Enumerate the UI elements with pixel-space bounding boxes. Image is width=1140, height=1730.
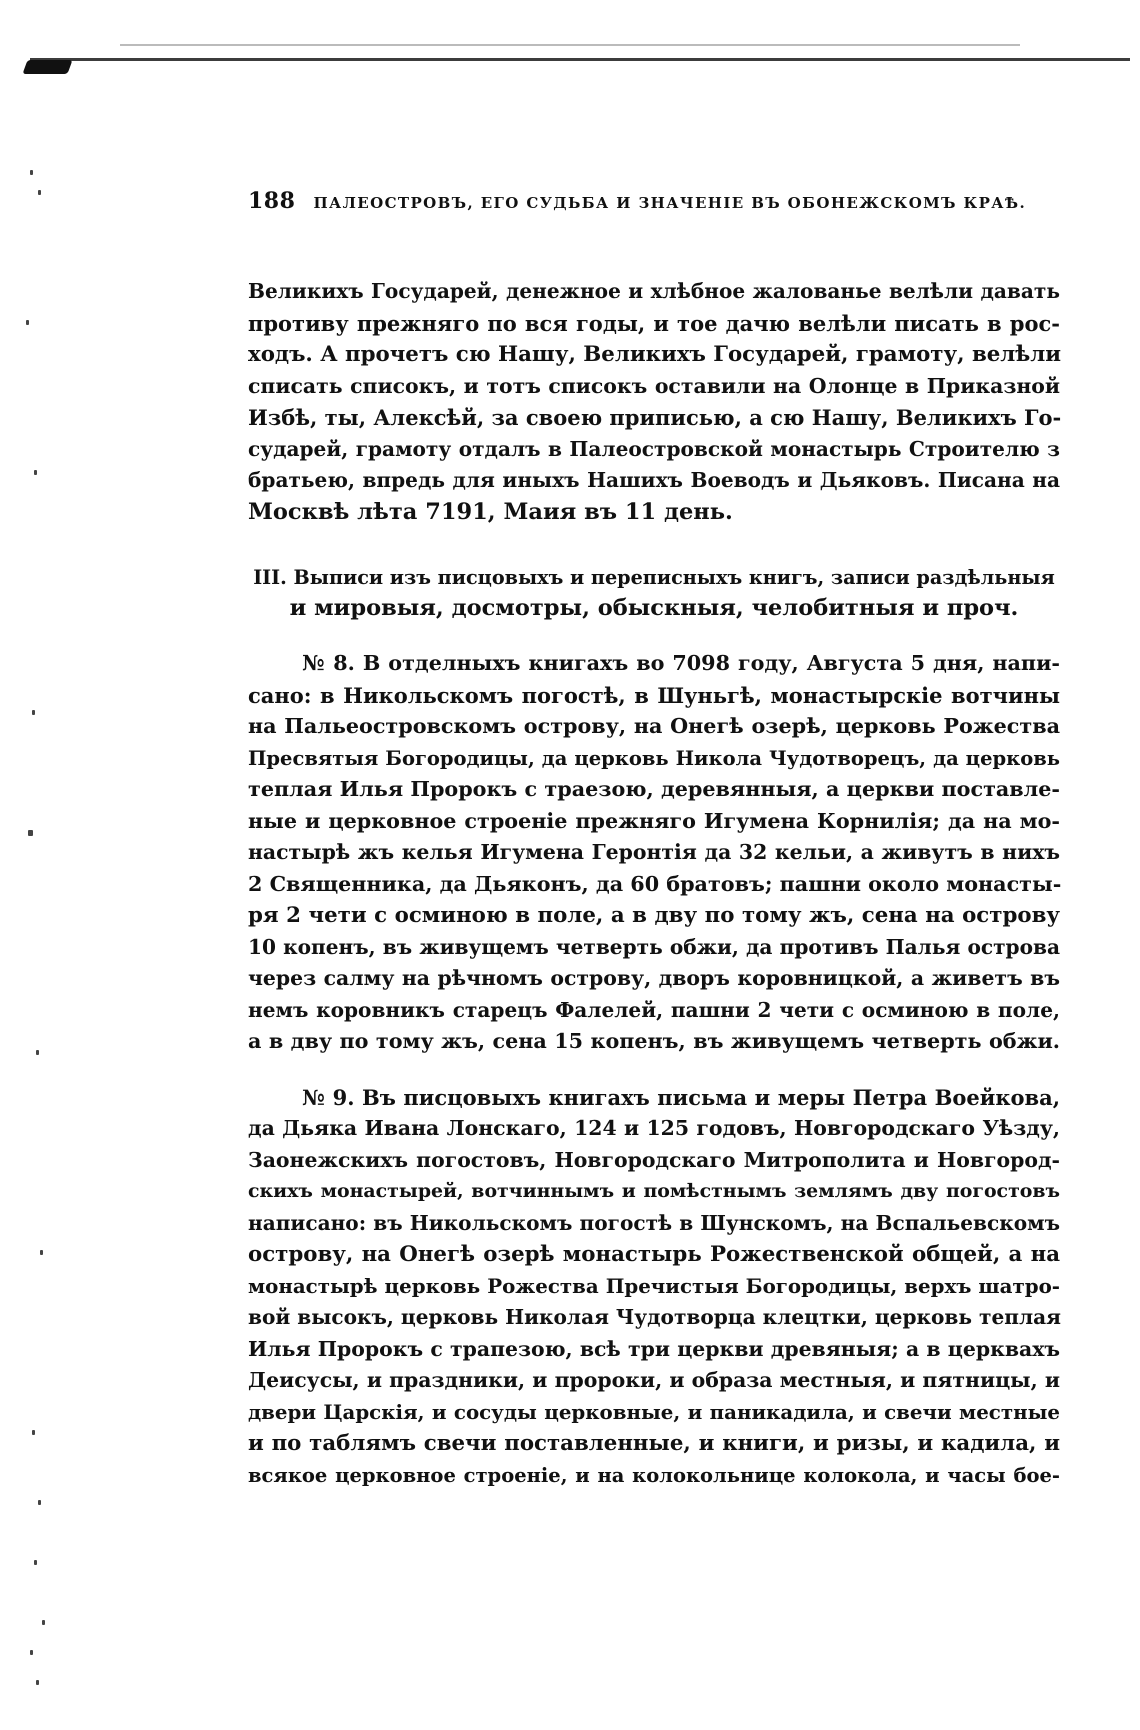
text-line: Заонежскихъ погостовъ, Новгородскаго Митрополита и Новгород- [248, 1147, 1060, 1172]
text-line: ря 2 чети с осминою в поле, а в дву по тому жъ, сена на острову [248, 903, 1060, 928]
section-heading-line: III. Выписи изъ писцовыхъ и переписныхъ книгъ, записи раздѣльныя [253, 566, 1055, 589]
section-heading [248, 562, 1060, 624]
scan-left-margin-specks [20, 150, 60, 1710]
scan-ink-blot [22, 60, 72, 74]
text-line: № 9. Въ писцовыхъ книгахъ письма и меры Петра Воейкова, [302, 1084, 1060, 1110]
text-line: скихъ монастырей, вотчиннымъ и помѣстнымъ землямъ дву погостовъ [248, 1180, 1060, 1202]
text-line: сано: в Никольскомъ погостѣ, в Шуньгѣ, монастырскіе вотчины [248, 682, 1060, 708]
scan-smudge-line [120, 44, 1020, 46]
text-line: немъ коровникъ старецъ Фалелей, пашни 2 чети с осминою в поле, [248, 997, 1060, 1022]
running-header [248, 188, 1060, 224]
text-line: монастырѣ церковь Рожества Пречистыя Богородицы, верхъ шатро- [248, 1273, 1060, 1298]
text-line: Деисусы, и праздники, и пророки, и образа местныя, и пятницы, и [248, 1368, 1060, 1392]
text-line: братьею, впредь для иныхъ Нашихъ Воеводъ и Дьяковъ. Писана на [248, 468, 1060, 492]
text-line: сударей, грамоту отдалъ в Палеостровской монастырь Строителю з [248, 436, 1060, 461]
text-line: списать списокъ, и тотъ списокъ оставили на Олонце в Приказной [248, 373, 1060, 398]
text-line: двери Царскія, и сосуды церковные, и паникадила, и свечи местные [248, 1399, 1060, 1424]
text-line: Великихъ Государей, денежное и хлѣбное жалованье велѣли давать [248, 279, 1060, 303]
text-line: 2 Священника, да Дьяконъ, да 60 братовъ; пашни около монасты- [248, 871, 1062, 896]
text-line: теплая Илья Пророкъ с траезою, деревянныя, а церкви поставле- [248, 777, 1060, 801]
scan-top-edge [0, 0, 1140, 90]
text-line: и по таблямъ свечи поставленные, и книги, и ризы, и кадила, и [248, 1431, 1060, 1456]
book-page [248, 188, 1060, 1491]
paragraph-entry-8 [248, 648, 1060, 1058]
text-line: настырѣ жъ келья Игумена Геронтія да 32 кельи, а живутъ в нихъ [248, 840, 1060, 864]
text-line: написано: въ Никольскомъ погостѣ в Шунскомъ, на Вспальевскомъ [248, 1210, 1060, 1235]
scan-top-rule [30, 58, 1130, 61]
text-line: ходъ. А прочетъ сю Нашу, Великихъ Государей, грамоту, велѣли [248, 342, 1062, 367]
text-line: ные и церковное строеніе прежняго Игумена Корнилія; да на мо- [248, 808, 1060, 833]
text-line: противу прежняго по вся годы, и тое дачю велѣли писать в рос- [248, 310, 1060, 336]
text-line: Москвѣ лѣта 7191, Маия въ 11 день. [248, 498, 733, 525]
text-line: всякое церковное строеніе, и на колокольнице колокола, и часы бое- [248, 1463, 1060, 1487]
paragraph-royal-charter [248, 276, 1060, 528]
text-line: на Пальеостровскомъ острову, на Онегѣ озерѣ, церковь Рожества [248, 714, 1060, 738]
text-line: Илья Пророкъ с трапезою, всѣ три церкви древяныя; а в церквахъ [248, 1336, 1060, 1361]
section-heading-line: и мировыя, досмотры, обыскныя, челобитныя и проч. [289, 595, 1019, 621]
text-line: да Дьяка Ивана Лонскаго, 124 и 125 годовъ, Новгородскаго Уѣзду, [248, 1116, 1060, 1140]
paragraph-entry-9 [248, 1082, 1060, 1492]
text-line: а в дву по тому жъ, сена 15 копенъ, въ живущемъ четверть обжи. [248, 1029, 1060, 1053]
text-line: через салму на рѣчномъ острову, дворъ коровницкой, а живетъ въ [248, 966, 1060, 990]
running-title: ПАЛЕОСТРОВЪ, ЕГО СУДЬБА И ЗНАЧЕНІЕ ВЪ ОБОНЕЖСКОМЪ КРАѢ. [313, 194, 1027, 212]
text-line: вой высокъ, церковь Николая Чудотворца клецтки, церковь теплая [248, 1305, 1061, 1329]
text-line: Пресвятыя Богородицы, да церковь Никола Чудотворецъ, да церковь [248, 746, 1060, 770]
text-line: № 8. В отделныхъ книгахъ во 7098 году, Августа 5 дня, напи- [302, 651, 1060, 675]
text-line: острову, на Онегѣ озерѣ монастырь Рожественской общей, а на [248, 1242, 1060, 1267]
text-line: Избѣ, ты, Алексѣй, за своею приписью, а сю Нашу, Великихъ Го- [248, 405, 1062, 430]
text-line: 10 копенъ, въ живущемъ четверть обжи, да противъ Палья острова [248, 934, 1060, 959]
page-number: 188 [248, 188, 296, 214]
